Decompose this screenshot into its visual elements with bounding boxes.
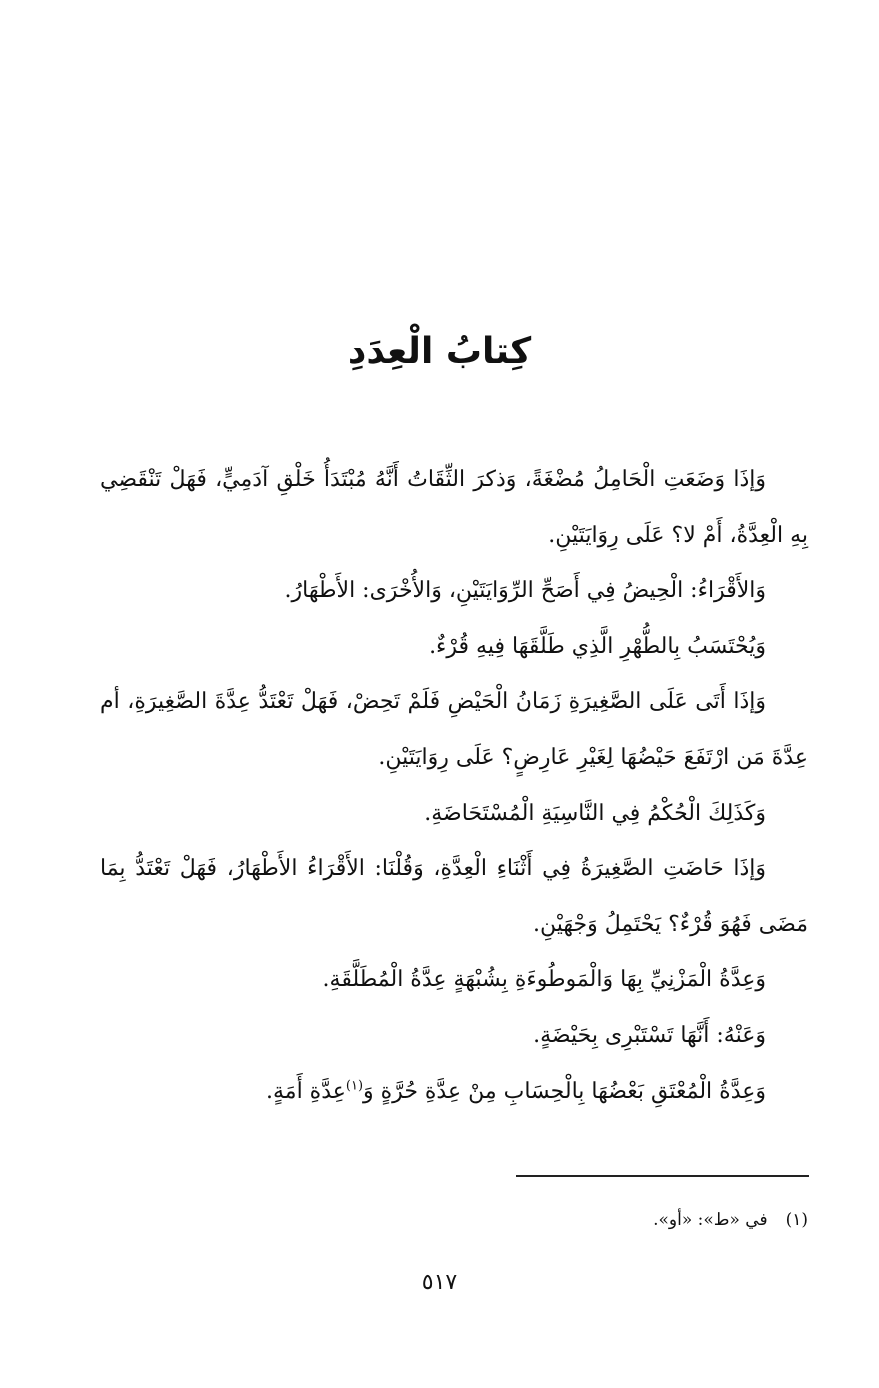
paragraph-7: وَعِدَّةُ الْمَزْنِيِّ بِهَا وَالْمَوطُوءَةِ بِشُبْهَةٍ عِدَّةُ الْمُطَلَّقَةِ. [322, 967, 766, 993]
footnote-divider [516, 1175, 809, 1177]
paragraph-3: وَيُحْتَسَبُ بِالطُّهْرِ الَّذِي طَلَّقَهَا فِيهِ قُرْءٌ. [429, 633, 766, 659]
paragraph-2: وَالأَقْرَاءُ: الْحِيضُ فِي أَصَحِّ الرِّوَايَتَيْنِ، وَالأُخْرَى: الأَطْهَارُ. [284, 578, 766, 604]
paragraph-9 [100, 1064, 808, 1120]
paragraph-6: وَإذَا حَاضَتِ الصَّغِيرَةُ فِي أَثْنَاءِ الْعِدَّةِ، وَقُلْنَا: الأَقْرَاءُ الأَطْهَارُ، فَهَلْ تَعْتَدُّ بِمَا مَضَى فَهُوَ قُرْءٌ؟ يَحْتَمِلُ وَجْهَيْنِ. [100, 856, 808, 937]
paragraph-9-text-start: وَعِدَّةُ الْمُعْتَقِ بَعْضُهَا بِالْحِسَابِ مِنْ عِدَّةِ حُرَّةٍ وَ [363, 1078, 766, 1104]
paragraph-5: وَكَذَلِكَ الْحُكْمُ فِي النَّاسِيَةِ الْمُسْتَحَاضَةِ. [424, 800, 766, 826]
main-text [100, 452, 808, 1119]
page-number: ٥١٧ [421, 1270, 458, 1295]
paragraph-1: وَإذَا وَضَعَتِ الْحَامِلُ مُضْغَةً، وَذكرَ الثِّقَاتُ أَنَّهُ مُبْتَدَأُ خَلْقِ آدَمِيٍّ، فَهَلْ تَنْقَضِي بِهِ الْعِدَّةُ، أَمْ لا؟ عَلَى رِوَايَتَيْنِ. [100, 467, 808, 548]
paragraph-8: وَعَنْهُ: أَنَّهَا تَسْتَبْرِى بِحَيْضَةٍ. [533, 1022, 766, 1048]
footnote-text: في «ط»: «أو». [653, 1210, 768, 1230]
footnote [200, 1206, 808, 1234]
chapter-title: كِتابُ الْعِدَدِ [347, 331, 532, 372]
paragraph-9-text-end: عِدَّةِ أَمَةٍ. [266, 1078, 346, 1104]
footnote-reference: (١) [345, 1078, 364, 1094]
paragraph-4: وَإذَا أَتَى عَلَى الصَّغِيرَةِ زَمَانُ الْحَيْضِ فَلَمْ تَحِضْ، فَهَلْ تَعْتَدُّ عِدَّةَ الصَّغِيرَةِ، أم عِدَّةَ مَن ارْتَفَعَ حَيْضُهَا لِغَيْرِ عَارِضٍ؟ عَلَى رِوَايَتَيْنِ. [100, 689, 808, 770]
footnote-number: (١) [785, 1210, 808, 1230]
